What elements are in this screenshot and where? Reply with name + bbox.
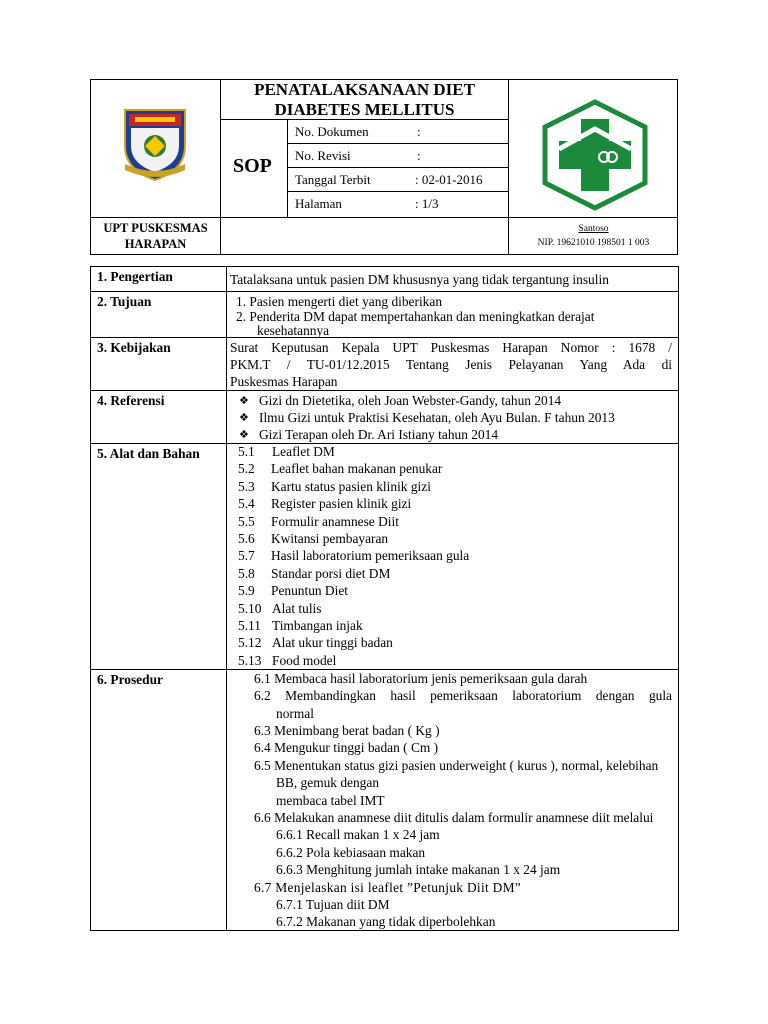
prosedur-line: 6.4 Mengukur tinggi badan ( Cm ) xyxy=(254,740,439,755)
alat-item-text: Register pasien klinik gizi xyxy=(271,496,412,512)
alat-item-text: Leaflet bahan makanan penukar xyxy=(271,461,443,477)
alat-item-number: 5.2 xyxy=(238,461,255,477)
alat-item-text: Kartu status pasien klinik gizi xyxy=(271,478,431,494)
tujuan-item: kesehatannya xyxy=(257,323,330,338)
tujuan-item: 2. Penderita DM dapat mempertahankan dan meningkatkan derajat xyxy=(236,309,595,324)
prosedur-line: normal xyxy=(276,706,314,721)
prosedur-line: 6.3 Menimbang berat badan ( Kg ) xyxy=(254,723,440,738)
kebijakan-line: Puskesmas Harapan xyxy=(230,374,338,389)
kebijakan-line: PKM.T / TU-01/12.2015 Tentang Jenis Pelayanan Yang Ada di xyxy=(230,357,672,372)
prosedur-line: 6.7.2 Makanan yang tidak diperbolehkan xyxy=(276,914,496,929)
bullet-icon: ❖ xyxy=(239,411,249,424)
alat-item-text: Leaflet DM xyxy=(272,444,335,459)
field-tanggal-value: : 02-01-2016 xyxy=(415,172,483,187)
bullet-icon: ❖ xyxy=(239,428,249,441)
pengertian-text: Tatalaksana untuk pasien DM khususnya yang tidak tergantung insulin xyxy=(230,272,609,287)
alat-item-text: Standar porsi diet DM xyxy=(271,565,391,581)
alat-item-text: Penuntun Diet xyxy=(271,583,348,599)
bullet-icon: ❖ xyxy=(239,394,249,407)
prosedur-line: 6.5 Menentukan status gizi pasien underweight ( kurus ), normal, kelebihan xyxy=(254,758,659,773)
sop-label: SOP xyxy=(233,155,272,177)
signer-name: Santoso xyxy=(578,224,609,234)
org-name xyxy=(91,220,220,252)
title-line-2: DIABETES MELLITUS xyxy=(274,100,455,119)
org-line-2: HARAPAN xyxy=(124,237,187,251)
alat-item-number: 5.7 xyxy=(238,548,255,564)
referensi-item: Ilmu Gizi untuk Praktisi Kesehatan, oleh Ayu Bulan. F tahun 2013 xyxy=(259,410,615,425)
prosedur-line: 6.6.3 Menghitung jumlah intake makanan 1 x 24 jam xyxy=(276,862,561,877)
field-halaman-value: : 1/3 xyxy=(415,196,439,211)
alat-item-text: Alat ukur tinggi badan xyxy=(272,635,393,651)
alat-item-number: 5.10 xyxy=(238,600,262,616)
alat-item-text: Kwitansi pembayaran xyxy=(271,531,389,546)
label-kebijakan: 3. Kebijakan xyxy=(97,340,171,355)
alat-item-number: 5.6 xyxy=(238,531,255,546)
label-alat-bahan: 5. Alat dan Bahan xyxy=(97,446,200,461)
field-no-dokumen-label: No. Dokumen xyxy=(295,124,369,139)
title-line-1: PENATALAKSANAAN DIET xyxy=(254,80,475,99)
signer-nip: NIP. 19621010 198501 1 003 xyxy=(537,238,650,248)
alat-item-number: 5.8 xyxy=(238,565,255,581)
alat-item-number: 5.1 xyxy=(238,444,255,459)
alat-item-text: Hasil laboratorium pemeriksaan gula xyxy=(271,548,470,564)
alat-item-text: Alat tulis xyxy=(272,600,322,616)
prosedur-line: 6.6 Melakukan anamnese diit ditulis dalam formulir anamnese diit melalui xyxy=(254,810,654,825)
puskesmas-logo xyxy=(537,99,653,211)
prosedur-line: 6.7.1 Tujuan diit DM xyxy=(276,897,390,912)
prosedur-line: 6.1 Membaca hasil laboratorium jenis pemeriksaan gula darah xyxy=(254,671,588,686)
alat-item-text: Timbangan injak xyxy=(272,618,363,633)
field-halaman-label: Halaman xyxy=(295,196,342,211)
tujuan-item: 1. Pasien mengerti diet yang diberikan xyxy=(236,294,443,309)
label-tujuan: 2. Tujuan xyxy=(97,294,152,309)
prosedur-line: membaca tabel IMT xyxy=(276,793,385,808)
document-title xyxy=(221,80,508,120)
prosedur-line: 6.6.2 Pola kebiasaan makan xyxy=(276,845,426,860)
alat-item-number: 5.5 xyxy=(238,513,255,529)
label-pengertian: 1. Pengertian xyxy=(97,269,173,284)
alat-item-number: 5.12 xyxy=(238,635,262,651)
label-prosedur: 6. Prosedur xyxy=(97,672,163,687)
alat-item-number: 5.13 xyxy=(238,652,262,668)
org-line-1: UPT PUSKESMAS xyxy=(103,221,208,235)
label-referensi: 4. Referensi xyxy=(97,393,165,408)
field-no-revisi-value: : xyxy=(417,148,421,163)
alat-item-number: 5.3 xyxy=(238,478,255,494)
kebijakan-line: Surat Keputusan Kepala UPT Puskesmas Harapan Nomor : 1678 / xyxy=(230,340,672,355)
field-no-revisi-label: No. Revisi xyxy=(295,148,351,163)
prosedur-line: BB, gemuk dengan xyxy=(276,775,380,790)
regency-emblem-logo xyxy=(121,106,189,182)
alat-item-number: 5.9 xyxy=(238,583,255,599)
referensi-item: Gizi dn Dietetika, oleh Joan Webster-Gandy, tahun 2014 xyxy=(259,393,562,408)
field-tanggal-label: Tanggal Terbit xyxy=(295,172,371,187)
prosedur-line: 6.6.1 Recall makan 1 x 24 jam xyxy=(276,827,440,842)
prosedur-line: 6.2 Membandingkan hasil pemeriksaan laboratorium dengan gula xyxy=(254,688,672,703)
alat-item-number: 5.4 xyxy=(238,496,255,512)
signer-block xyxy=(509,222,678,250)
field-no-dokumen-value: : xyxy=(417,124,421,139)
alat-item-text: Formulir anamnese Diit xyxy=(271,513,399,529)
alat-item-number: 5.11 xyxy=(238,618,261,633)
referensi-item: Gizi Terapan oleh Dr. Ari Istiany tahun 2014 xyxy=(259,427,499,442)
prosedur-line: 6.7 Menjelaskan isi leaflet ”Petunjuk Diit DM” xyxy=(254,880,522,895)
alat-item-text: Food model xyxy=(272,652,337,668)
